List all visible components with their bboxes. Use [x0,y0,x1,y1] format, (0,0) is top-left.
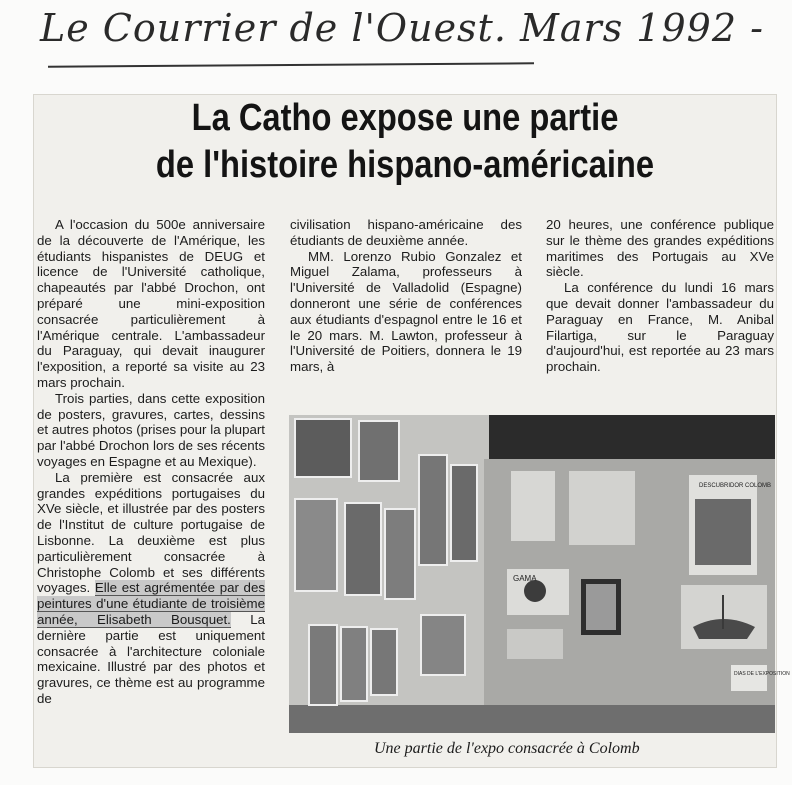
headline-line-1: La Catho expose une partie [191,97,619,139]
column3-paragraph-2: La conférence du lundi 16 mars que devait donner l'ambassadeur du Paraguay en France, M. Anibal Filartiga, sur le Paraguay d'aujourd'hui, est reportée au 23 mars prochain. [546,280,774,375]
column1-paragraph-3-end: La dernière partie est uniquement consacrée à l'architecture coloniale mexicaine. Illustré par des photos et gravures, ce thème est au programme de [37,611,266,706]
photo-caption: Une partie de l'expo consacrée à Colomb [374,740,640,757]
column2-paragraph-2: MM. Lorenzo Rubio Gonzalez et Miguel Zalama, professeurs à l'Université de Valladolid (Espagne) donneront une série de conférences aux étudiants d'espagnol entre le 16 et le 20 mars. M. Lawton, professeur à l'Université de Poitiers, donnera le 19 mars, à [290,248,522,375]
poster-gama-label: GAMA [513,574,537,583]
article-column-1 [37,217,265,707]
exhibition-photo [289,415,790,733]
column1-paragraph-1: A l'occasion du 500e anniversaire de la découverte de l'Amérique, les étudiants hispanistes de DEUG et licence de l'Université catholique, chapeautés par l'abbé Drochon, ont préparé une mini-exposition consacrée particulièrement à l'Amérique centrale. L'ambassadeur du Paraguay, qui devait inaugurer l'exposition, a reporté sa visite au 23 mars prochain. [37,217,265,390]
column3-paragraph-1: 20 heures, une conférence publique sur le thème des grandes expéditions maritimes des Portugais au XVe siècle. [546,217,774,280]
column1-paragraph-3-start: La première est consacrée aux grandes expéditions portugaises du XVe siècle, et illustrée par des posters de l'Institut de culture portugaise de Lisbonne. La deuxième est plus particulièrement consacrée à Christophe Colomb et ses différents voyages. [37,469,265,596]
column2-paragraph-1: civilisation hispano-américaine des étudiants de deuxième année. [290,217,522,248]
column1-paragraph-2: Trois parties, dans cette exposition de posters, gravures, cartes, dessins et autres photos (prises pour la plupart par l'abbé Drochon lors de ses récents voyages en Espagne et au Mexique). [37,390,265,469]
headline-line-2: de l'histoire hispano-américaine [155,144,655,186]
article-column-3 [546,217,774,375]
poster-colomb-label: DESCUBRIDOR COLOMB [699,483,772,489]
article-headline [86,95,724,189]
exhibition-sign-label: DIAS DE L'EXPOSITION [734,671,790,677]
newspaper-clipping [34,95,790,767]
handwritten-source-note: Le Courrier de l'Ouest. Mars 1992 - [40,6,764,50]
highlighted-passage: Elle est agrémentée par des peintures d'une étudiante de troisième année, Elisabeth Bousquet. [37,580,265,627]
column1-paragraph-3 [37,470,265,707]
exhibition-photo-illustration [289,415,790,733]
article-column-2 [290,217,522,375]
